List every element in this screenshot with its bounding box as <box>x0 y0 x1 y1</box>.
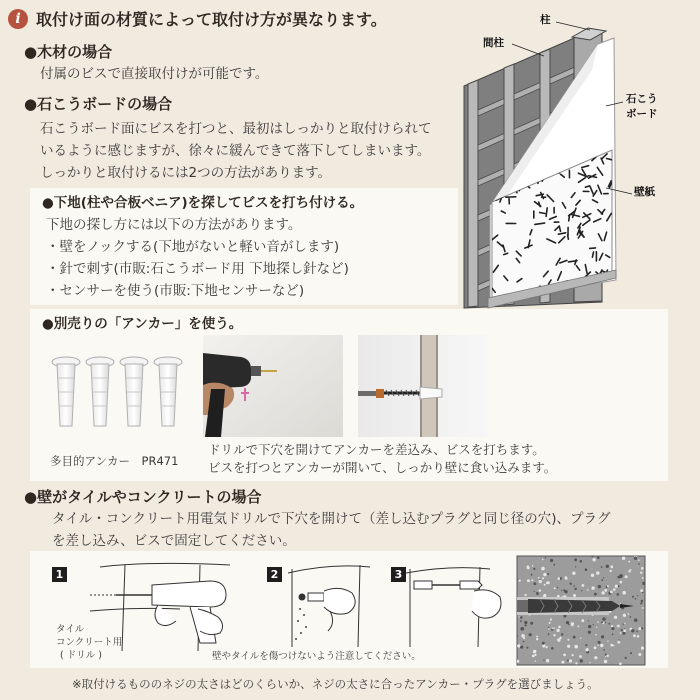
concrete-speck <box>593 624 594 625</box>
concrete-speck <box>627 613 629 615</box>
concrete-speck <box>637 595 638 596</box>
concrete-speck <box>554 587 556 589</box>
concrete-speck <box>622 557 625 560</box>
concrete-speck <box>642 607 644 609</box>
anchor-plug <box>154 357 182 426</box>
concrete-speck <box>605 656 606 657</box>
step3-screw-scene <box>406 567 501 647</box>
concrete-speck <box>617 593 620 596</box>
anchor-in-board-photo <box>358 335 488 437</box>
concrete-speck <box>543 660 544 661</box>
page-title: 取付け面の材質によって取付け方が異なります。 <box>36 10 387 29</box>
concrete-speck <box>547 573 549 575</box>
concrete-speck <box>520 627 524 631</box>
concrete-speck <box>543 573 546 576</box>
concrete-speck <box>622 632 625 635</box>
concrete-speck <box>572 572 575 575</box>
concrete-speck <box>600 644 603 647</box>
concrete-speck <box>580 562 581 563</box>
concrete-speck <box>517 644 520 647</box>
footer-note: ※取付けるもののネジの太さはどのくらいか、ネジの太さに合ったアンカー・プラグを選びましょう。 <box>72 677 599 691</box>
stud-leader-line <box>512 44 544 56</box>
concrete-speck <box>641 647 643 649</box>
concrete-speck <box>548 627 549 628</box>
concrete-speck <box>638 627 641 630</box>
concrete-speck <box>617 625 620 628</box>
drilled-hole <box>299 594 305 600</box>
concrete-speck <box>638 653 641 656</box>
gypsum-label-line1: 石こう <box>626 93 658 105</box>
stud-method-heading: ●下地(柱や合板ベニア)を探してビスを打ち付ける。 <box>42 195 364 211</box>
concrete-speck <box>520 646 523 649</box>
concrete-speck <box>545 557 546 558</box>
concrete-speck <box>535 660 536 661</box>
concrete-speck <box>636 631 638 633</box>
concrete-speck <box>640 572 642 574</box>
concrete-speck <box>622 624 623 625</box>
concrete-speck <box>575 566 576 567</box>
concrete-speck <box>544 584 546 586</box>
concrete-speck <box>612 634 614 636</box>
concrete-speck <box>558 577 561 580</box>
concrete-speck <box>642 577 644 579</box>
drill-chuck <box>251 366 261 376</box>
concrete-speck <box>556 629 559 632</box>
concrete-speck <box>567 639 569 641</box>
tile-edge <box>358 565 360 647</box>
concrete-speck <box>524 594 526 596</box>
concrete-speck <box>557 587 558 588</box>
concrete-speck <box>582 584 585 587</box>
screwdriver-tip <box>376 389 384 398</box>
concrete-speck <box>579 655 582 658</box>
concrete-speck <box>573 636 576 639</box>
concrete-speck <box>534 591 535 592</box>
concrete-speck <box>615 585 618 588</box>
concrete-speck <box>634 619 637 622</box>
concrete-speck <box>607 585 609 587</box>
concrete-speck <box>594 656 597 659</box>
concrete-speck <box>603 577 604 578</box>
concrete-speck <box>634 557 637 560</box>
concrete-speck <box>539 580 542 583</box>
concrete-speck <box>592 558 595 561</box>
tile-edge <box>122 565 125 651</box>
gypsum-line: 石こうボード面にビスを打つと、最初はしっかりと取付けられて <box>40 121 432 137</box>
dust-particle <box>295 638 297 640</box>
concrete-speck <box>526 622 528 624</box>
concrete-speck <box>574 645 578 649</box>
concrete-speck <box>601 566 603 568</box>
wall-stud <box>468 80 478 307</box>
concrete-speck <box>610 565 613 568</box>
concrete-speck <box>618 639 619 640</box>
concrete-speck <box>546 646 548 648</box>
board-paper-layer <box>436 335 438 437</box>
concrete-speck <box>551 647 554 650</box>
pillar-leader-line <box>556 22 590 30</box>
concrete-speck <box>548 633 550 635</box>
concrete-speck <box>549 622 551 624</box>
stud-method-bullet: ・針で刺す(市販:石こうボード用 下地探し針など) <box>46 261 349 277</box>
concrete-speck <box>613 588 616 591</box>
gypsum-heading: ●石こうボードの場合 <box>24 95 173 113</box>
drill-dust <box>295 608 307 640</box>
wallpaper-texture-dash <box>540 213 545 214</box>
stud-label: 間柱 <box>483 37 504 49</box>
concrete-speck <box>625 575 628 578</box>
wallpaper-texture-dash <box>569 215 570 221</box>
concrete-speck <box>530 622 533 625</box>
concrete-speck <box>570 583 572 585</box>
concrete-speck <box>531 574 533 576</box>
concrete-speck <box>594 646 597 649</box>
tile-line: タイル・コンクリート用電気ドリルで下穴を開けて（差し込むプラグと同じ径の穴)、プラグ <box>52 511 611 527</box>
concrete-speck <box>585 648 588 651</box>
concrete-speck <box>520 616 523 619</box>
anchor-note: ビスを打つとアンカーが開いて、しっかり壁に食い込みます。 <box>208 460 557 475</box>
concrete-speck <box>527 579 530 582</box>
drill-body <box>152 581 226 607</box>
concrete-speck <box>604 660 607 663</box>
dust-particle <box>299 608 301 610</box>
screw-head <box>517 600 528 612</box>
anchor-body <box>57 364 75 426</box>
concrete-speck <box>529 633 532 636</box>
gypsum-board-edge <box>420 335 438 437</box>
concrete-speck <box>550 559 553 562</box>
concrete-speck <box>641 600 643 602</box>
concrete-speck <box>641 627 643 629</box>
anchor-method-heading: ●別売りの「アンカー」を使う。 <box>42 316 243 332</box>
concrete-speck <box>523 641 525 643</box>
step1-caption: タイル <box>56 624 85 635</box>
concrete-speck <box>610 644 613 647</box>
concrete-speck <box>623 629 626 632</box>
concrete-speck <box>546 582 548 584</box>
concrete-speck <box>561 633 563 635</box>
concrete-speck <box>631 629 634 632</box>
concrete-speck <box>628 570 630 572</box>
concrete-speck <box>542 642 545 645</box>
wallpaper-texture-dash <box>546 208 547 217</box>
gypsum-label-line2: ボード <box>626 108 658 120</box>
concrete-speck <box>525 624 527 626</box>
anchor-body <box>528 599 620 613</box>
concrete-speck <box>518 579 520 581</box>
concrete-speck <box>574 558 577 561</box>
concrete-speck <box>531 579 533 581</box>
hand <box>472 590 501 618</box>
concrete-speck <box>596 571 599 574</box>
wallpaper-texture-dash <box>592 252 593 257</box>
concrete-speck <box>598 585 601 588</box>
concrete-speck <box>567 645 570 648</box>
concrete-speck <box>558 626 561 629</box>
concrete-speck <box>539 589 541 591</box>
step2-plug-scene <box>288 565 370 647</box>
tile-edge <box>100 563 230 567</box>
concrete-speck <box>526 647 528 649</box>
gypsum-line: いるように感じますが、徐々に緩んできて落下してしまいます。 <box>40 143 431 159</box>
concrete-speck <box>553 634 555 636</box>
concrete-speck <box>548 628 550 630</box>
concrete-speck <box>610 591 613 594</box>
anchor-plug <box>52 357 80 426</box>
concrete-speck <box>580 638 581 639</box>
hand <box>324 588 355 614</box>
concrete-speck <box>542 577 544 579</box>
concrete-speck <box>611 627 614 630</box>
concrete-speck <box>617 641 620 644</box>
concrete-speck <box>591 586 594 589</box>
concrete-speck <box>578 626 580 628</box>
wallpaper-texture-dash <box>590 248 596 249</box>
board-paper-layer <box>420 335 422 437</box>
concrete-speck <box>536 592 539 595</box>
concrete-speck <box>618 585 620 587</box>
concrete-speck <box>640 589 643 592</box>
concrete-speck <box>565 590 568 593</box>
concrete-speck <box>561 661 564 664</box>
concrete-speck <box>534 582 537 585</box>
concrete-speck <box>536 636 538 638</box>
concrete-speck <box>601 591 604 594</box>
step-number-badge: 2 <box>267 567 282 582</box>
concrete-speck <box>596 627 597 628</box>
step1-caption: ( ドリル ) <box>60 650 102 661</box>
wallpaper-texture-dash <box>568 235 569 239</box>
anchor-note: ドリルで下穴を開けてアンカーを差込み、ビスを打ちます。 <box>208 442 545 457</box>
concrete-speck <box>621 629 623 631</box>
wood-body: 付属のビスで直接取付けが可能です。 <box>40 66 269 82</box>
concrete-speck <box>625 657 627 659</box>
concrete-speck <box>532 565 533 566</box>
concrete-speck <box>630 652 632 654</box>
concrete-speck <box>630 616 632 618</box>
concrete-speck <box>594 593 597 596</box>
concrete-speck <box>619 662 622 665</box>
concrete-speck <box>610 570 612 572</box>
concrete-speck <box>533 650 537 654</box>
concrete-speck <box>581 619 584 622</box>
concrete-speck <box>613 645 614 646</box>
concrete-speck <box>567 660 569 662</box>
concrete-speck <box>632 596 634 598</box>
dust-particle <box>300 632 302 634</box>
concrete-speck <box>601 579 603 581</box>
concrete-speck <box>581 590 582 591</box>
dust-particle <box>297 620 299 622</box>
concrete-speck <box>638 563 640 565</box>
concrete-speck <box>622 591 626 595</box>
tile-edge <box>90 608 180 611</box>
anchor-body <box>91 364 109 426</box>
stud-method-bullet: ・壁をノックする(下地がないと軽い音がします) <box>46 239 340 255</box>
concrete-speck <box>607 641 608 642</box>
tile-heading: ●壁がタイルやコンクリートの場合 <box>24 488 262 506</box>
concrete-speck <box>635 598 637 600</box>
concrete-speck <box>605 654 607 656</box>
concrete-speck <box>588 631 591 634</box>
concrete-speck <box>518 616 519 617</box>
concrete-speck <box>550 618 552 620</box>
concrete-speck <box>601 635 604 638</box>
step1-caption: コンクリート用 <box>56 637 123 648</box>
hand <box>198 609 223 635</box>
concrete-speck <box>557 638 560 641</box>
concrete-speck <box>611 625 613 627</box>
anchor-plug <box>86 357 114 426</box>
concrete-speck <box>595 634 597 636</box>
concrete-speck <box>532 655 535 658</box>
dust-particle <box>305 626 307 628</box>
concrete-speck <box>620 581 623 584</box>
concrete-speck <box>638 559 640 561</box>
concrete-speck <box>521 634 525 638</box>
concrete-speck <box>543 594 546 597</box>
concrete-speck <box>571 622 574 625</box>
concrete-speck <box>588 625 591 628</box>
concrete-speck <box>542 559 544 561</box>
concrete-speck <box>620 632 622 634</box>
concrete-speck <box>591 574 594 577</box>
concrete-speck <box>588 620 589 621</box>
concrete-speck <box>585 644 587 646</box>
tile-edge <box>288 566 370 573</box>
plug <box>308 593 324 601</box>
concrete-speck <box>561 590 562 591</box>
concrete-speck <box>546 659 549 662</box>
anchor-product-caption: 多目的アンカー PR471 <box>50 454 179 468</box>
tile-line: を差し込み、ビスで固定してください。 <box>52 533 296 549</box>
concrete-speck <box>624 623 625 624</box>
concrete-speck <box>642 592 644 594</box>
concrete-speck <box>585 568 588 571</box>
concrete-speck <box>589 662 590 663</box>
concrete-speck <box>533 568 535 570</box>
concrete-speck <box>597 645 598 646</box>
anchor-plugs-illustration <box>48 352 198 432</box>
gypsum-line: しっかりと取付けるには2つの方法があります。 <box>40 165 332 181</box>
concrete-speck <box>573 594 576 597</box>
concrete-speck <box>605 622 606 623</box>
concrete-speck <box>619 574 623 578</box>
concrete-speck <box>623 614 626 617</box>
concrete-speck <box>580 659 583 662</box>
concrete-speck <box>641 567 644 570</box>
concrete-speck <box>614 616 617 619</box>
concrete-speck <box>633 634 636 637</box>
anchor-body <box>125 364 143 426</box>
concrete-speck <box>552 628 554 630</box>
anchor-body <box>420 387 442 399</box>
concrete-speck <box>597 621 598 622</box>
concrete-speck <box>604 589 607 592</box>
stud-method-intro: 下地の探し方には以下の方法があります。 <box>46 217 302 233</box>
hand-finger <box>328 611 333 631</box>
concrete-speck <box>516 635 518 637</box>
concrete-speck <box>566 621 569 624</box>
steps-warning: 壁やタイルを傷つけないよう注意してください。 <box>212 651 421 662</box>
concrete-speck <box>536 638 538 640</box>
concrete-speck <box>520 620 522 622</box>
concrete-speck <box>554 627 555 628</box>
concrete-speck <box>568 624 569 625</box>
concrete-speck <box>598 641 601 644</box>
concrete-speck <box>569 659 572 662</box>
concrete-speck <box>607 655 609 657</box>
concrete-speck <box>603 649 605 651</box>
anchor-body <box>159 364 177 426</box>
wood-heading: ●木材の場合 <box>24 43 113 61</box>
concrete-speck <box>573 585 575 587</box>
concrete-speck <box>563 654 566 657</box>
concrete-speck <box>608 623 610 625</box>
concrete-speck <box>565 576 568 579</box>
concrete-speck <box>575 588 577 590</box>
concrete-speck <box>606 565 609 568</box>
anchor-plug <box>120 357 148 426</box>
concrete-speck <box>527 565 529 567</box>
concrete-speck <box>534 654 536 656</box>
dust-particle <box>303 614 305 616</box>
concrete-speck <box>602 617 605 620</box>
tile-edge <box>406 568 490 573</box>
plug <box>414 581 432 589</box>
concrete-speck <box>637 635 640 638</box>
concrete-speck <box>591 555 593 557</box>
concrete-speck <box>575 662 577 664</box>
stud-method-bullet: ・センサーを使う(市販:下地センサーなど) <box>46 283 305 299</box>
concrete-speck <box>640 602 642 604</box>
step-number-badge: 3 <box>391 567 406 582</box>
concrete-speck <box>553 564 555 566</box>
wall-structure-diagram <box>460 10 698 310</box>
concrete-speck <box>601 621 603 623</box>
concrete-speck <box>587 589 589 591</box>
info-icon: i <box>8 9 28 29</box>
drill-photo <box>203 335 343 437</box>
concrete-speck <box>538 577 540 579</box>
concrete-speck <box>572 654 574 656</box>
screwdriver <box>460 581 482 589</box>
concrete-speck <box>541 567 545 571</box>
step-number-badge: 1 <box>52 567 67 582</box>
pillar-label: 柱 <box>540 14 551 26</box>
wallpaper-label: 壁紙 <box>634 186 655 198</box>
concrete-speck <box>597 557 600 560</box>
concrete-speck <box>628 561 630 563</box>
